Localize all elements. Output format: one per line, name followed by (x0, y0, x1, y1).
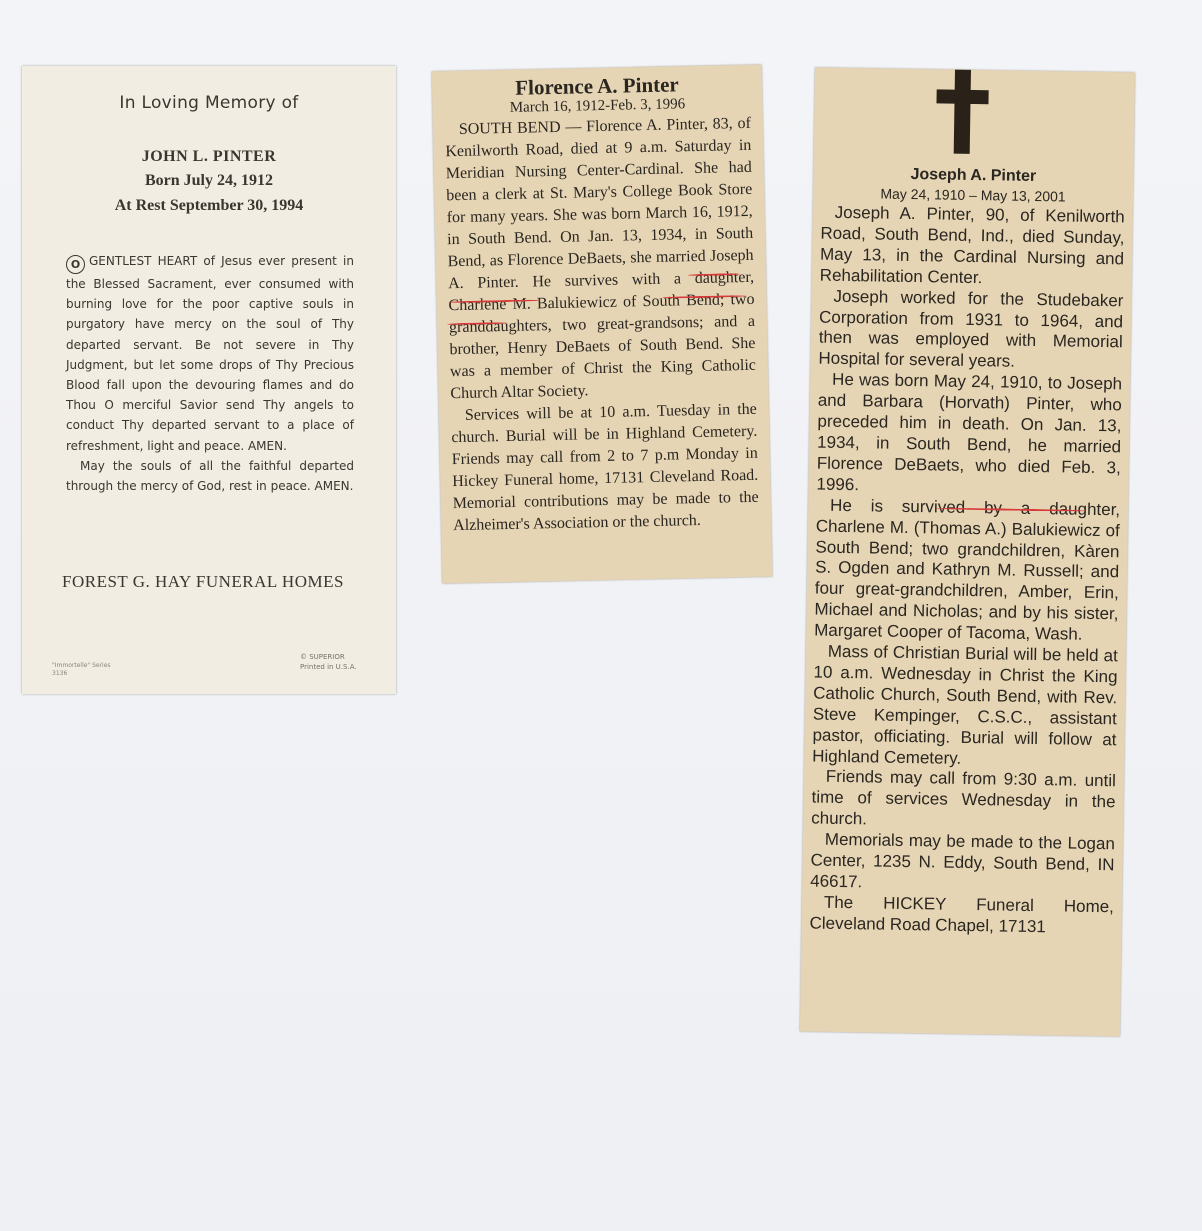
obituary-paragraph: Joseph A. Pinter, 90, of Kenilworth Road, South Bend, Ind., died Sunday, May 13, in the Cardinal Nursing and Rehabilitation Center. (819, 202, 1125, 287)
obituary-dates: March 16, 1912-Feb. 3, 1996 (509, 96, 686, 116)
prayer-text: GENTLEST HEART of Jesus ever present in the Blessed Sacrament, ever consumed with burning love for the poor captive souls in purgatory have mercy on the soul of Thy departed servant. Be not severe in Thy Judgment, but let some drops of Thy Precious Blood fall upon the devouring flames and do Thou O merciful Savior send Thy angels to conduct Thy departed servant to a place of refreshment, light and peace. AMEN. (66, 254, 354, 453)
obituary-clipping-florence (432, 65, 773, 584)
obituary-title: Florence A. Pinter (515, 72, 679, 100)
card-prayer (66, 251, 354, 496)
obituary-dates: May 24, 1910 – May 13, 2001 (880, 185, 1066, 205)
obituary-paragraph: Friends may call from 9:30 a.m. until time of services Wednesday in the church. (811, 767, 1116, 829)
obituary-paragraph: SOUTH BEND — Florence A. Pinter, 83, of Kenilworth Road, died at 9 a.m. Saturday in Meridian Nursing Center-Cardinal. She had been a clerk at St. Mary's College Book Store for many years. She was born March 16, 1912, in South Bend. On Jan. 13, 1934, in South Bend, as Florence DeBaets, she married Joseph A. Pinter. He survives with a daughter, Charlene M. Balukiewicz of South Bend; two granddaughters, two great-grandsons; and a brother, Henry DeBaets of South Bend. She was a member of Christ the King Catholic Church Altar Society. (445, 114, 757, 403)
obituary-paragraph: The HICKEY Funeral Home, Cleveland Road Chapel, 17131 (809, 892, 1115, 937)
card-rest-date: At Rest September 30, 1994 (114, 197, 304, 214)
obituary-paragraph: Services will be at 10 a.m. Tuesday in the church. Burial will be in Highland Cemetery. Friends may call from 2 to 7 p.m Monday in Hickey Funeral home, 17131 Cleveland Road. Memorial contributions may be made to the Alzheimer's Association or the church. (451, 400, 759, 535)
obituary-title: Joseph A. Pinter (910, 166, 1037, 185)
obituary-paragraph: Mass of Christian Burial will be held at 10 a.m. Wednesday in Christ the King Catholic Church, South Bend, with Rev. Steve Kempinger, C.S.C., assistant pastor, officiating. Burial will follow at Highland Cemetery. (812, 641, 1118, 768)
obituary-paragraph: He was born May 24, 1910, to Joseph and Barbara (Horvath) Pinter, who preceded him in death. On Jan. 13, 1934, in South Bend, he married Florence DeBaets, who died Feb. 3, 1996. (816, 370, 1123, 495)
card-born-date: Born July 24, 1912 (144, 172, 273, 189)
card-name: JOHN L. PINTER (141, 148, 277, 165)
prayer-initial-icon: O (66, 255, 85, 274)
obituary-body (809, 203, 1124, 939)
obituary-paragraph: Joseph worked for the Studebaker Corporation from 1931 to 1964, and then was employed with Memorial Hospital for several years. (818, 286, 1124, 372)
card-funeral-home: FOREST G. HAY FUNERAL HOMES (62, 572, 344, 591)
card-series-note: "Immortelle" Series 3136 (52, 662, 111, 677)
card-heading: In Loving Memory of (119, 93, 299, 113)
obituary-paragraph: Memorials may be made to the Logan Center, 1235 N. Eddy, South Bend, IN 46617. (810, 829, 1116, 892)
cross-icon-bar (936, 89, 988, 104)
prayer-text-2: May the souls of all the faithful departed through the mercy of God, rest in peace. AMEN. (66, 458, 354, 494)
card-publisher-mark: © SUPERIOR Printed in U.S.A. (300, 653, 357, 671)
obituary-paragraph: He is survived by a daughter, Charlene M. (Thomas A.) Balukiewicz of South Bend; two grandchildren, Kàren S. Ogden and Kathryn M. Russell; and four great-grandchildren, Amber, Erin, Michael and Nicholas; and by his sister, Margaret Cooper of Tacoma, Wash. (814, 495, 1121, 644)
cross-icon (954, 70, 971, 154)
obituary-clipping-joseph (800, 67, 1135, 1036)
prayer-card (22, 66, 396, 694)
obituary-body (445, 113, 760, 537)
